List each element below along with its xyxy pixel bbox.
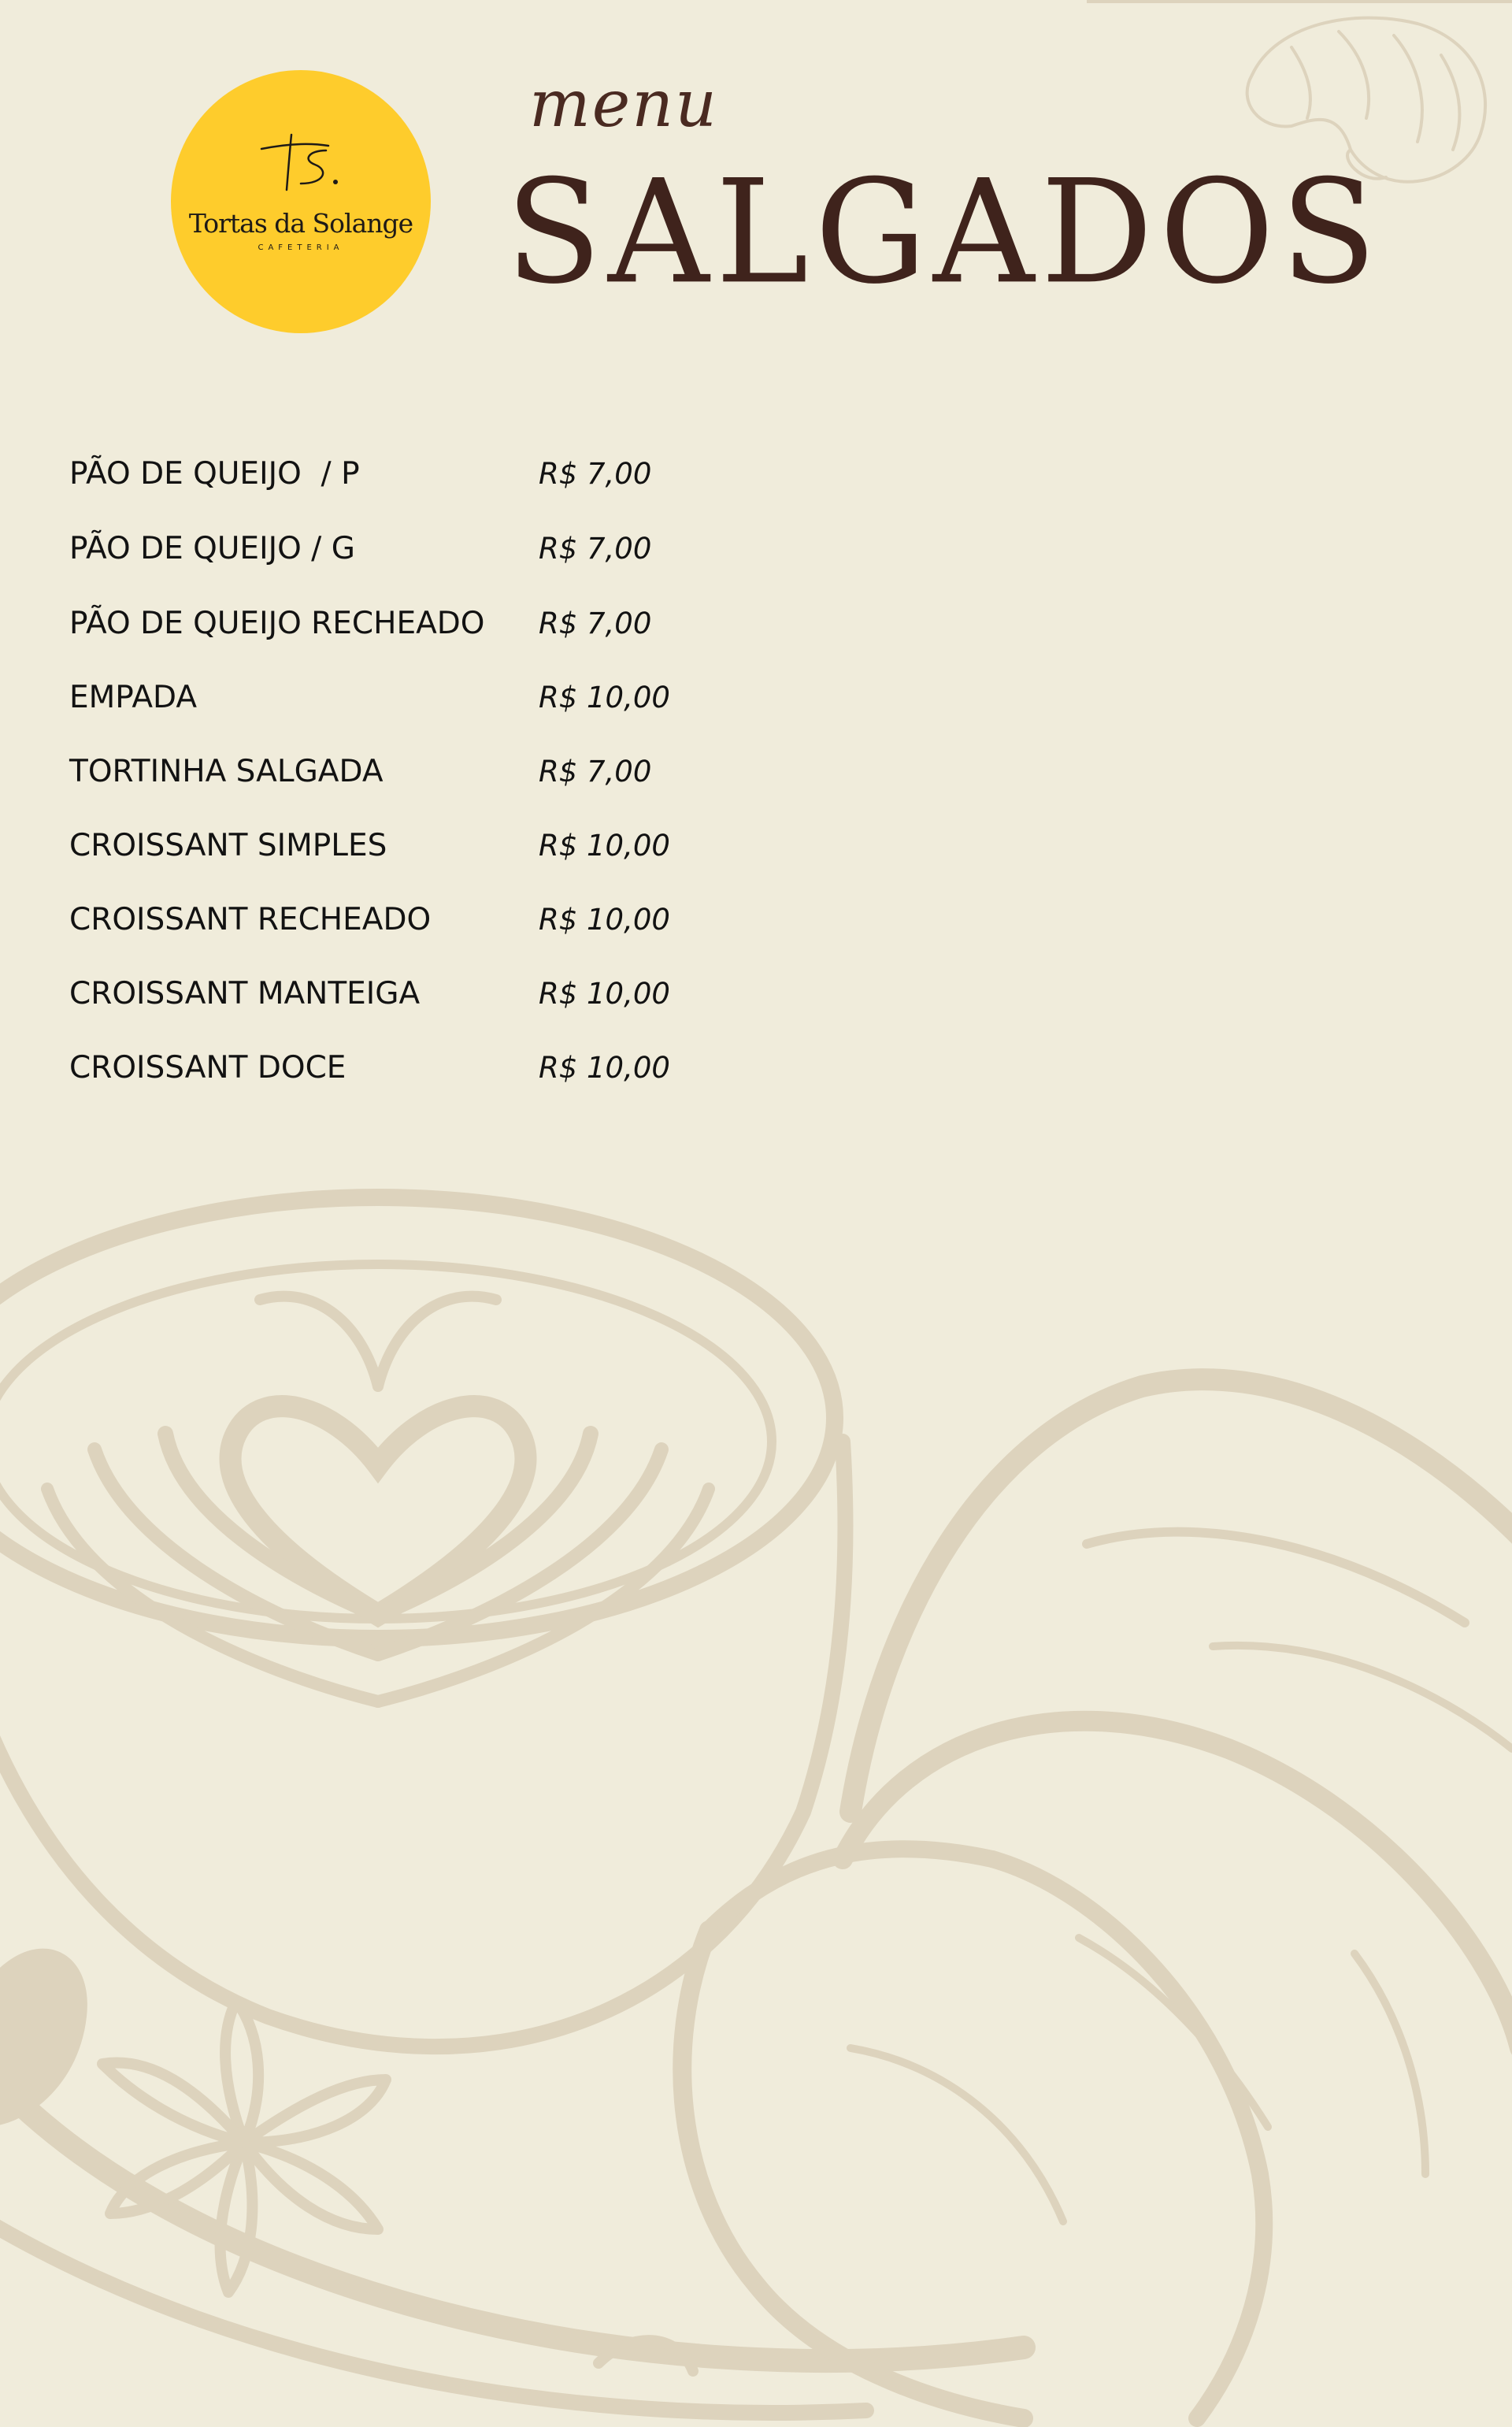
item-name: PÃO DE QUEIJO / G: [69, 531, 355, 566]
menu-label: menu: [529, 67, 718, 142]
monogram-logo-icon: [254, 127, 348, 198]
item-name: EMPADA: [69, 680, 198, 715]
item-name: TORTINHA SALGADA: [69, 754, 384, 789]
cinnamon-shape-icon: [0, 1949, 87, 2127]
croissant-icon: [598, 1379, 1512, 2418]
logo: [171, 70, 431, 333]
menu-item: [69, 525, 778, 573]
item-price: R$ 7,00: [539, 457, 652, 491]
menu-item: [69, 748, 778, 796]
menu-item: [69, 822, 778, 870]
item-name: PÃO DE QUEIJO / P: [69, 456, 360, 492]
item-price: R$ 7,00: [539, 532, 652, 566]
item-price: R$ 10,00: [539, 1051, 670, 1085]
item-name: CROISSANT RECHEADO: [69, 902, 432, 937]
item-name: CROISSANT SIMPLES: [69, 828, 387, 863]
item-price: R$ 7,00: [539, 607, 652, 640]
menu-item: [69, 451, 778, 498]
item-price: R$ 10,00: [539, 977, 670, 1011]
menu-item: [69, 896, 778, 944]
item-name: PÃO DE QUEIJO RECHEADO: [69, 606, 485, 641]
menu-item: [69, 674, 778, 722]
item-price: R$ 10,00: [539, 903, 670, 937]
menu-item: [69, 600, 778, 648]
page-title: SALGADOS: [506, 149, 1384, 316]
item-name: CROISSANT DOCE: [69, 1050, 346, 1085]
item-price: R$ 10,00: [539, 829, 670, 863]
item-price: R$ 10,00: [539, 681, 670, 714]
menu-item: [69, 970, 778, 1018]
item-name: CROISSANT MANTEIGA: [69, 976, 421, 1011]
logo-name: Tortas da Solange: [188, 208, 413, 239]
menu-item: [69, 1045, 778, 1092]
logo-subtitle: CAFETERIA: [258, 243, 344, 252]
item-price: R$ 7,00: [539, 755, 652, 789]
